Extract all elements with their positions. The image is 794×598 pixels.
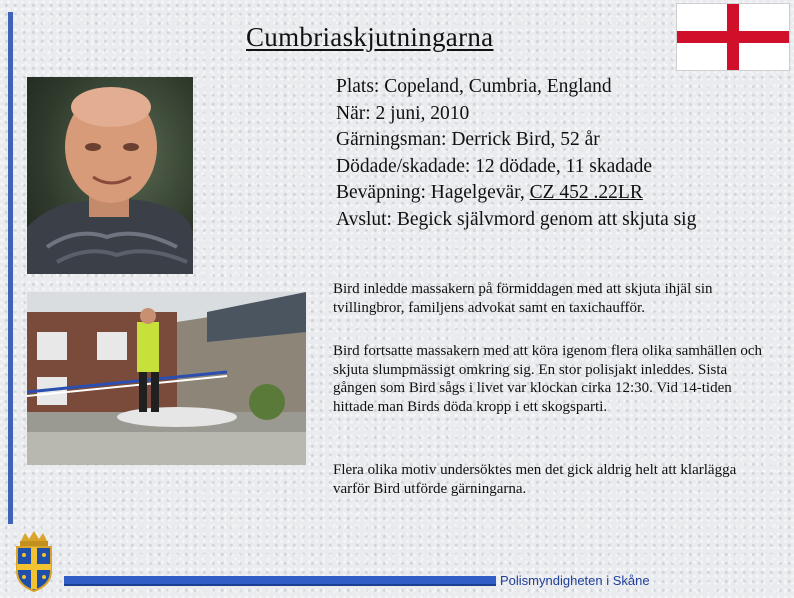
fact-perpetrator: Gärningsman: Derrick Bird, 52 år [336, 129, 600, 150]
footer-bar [64, 576, 496, 584]
fact-when: När: 2 juni, 2010 [336, 102, 470, 124]
left-accent-bar [8, 12, 13, 524]
footer-organization: Polismyndigheten i Skåne [500, 573, 650, 588]
weapons-prefix: Beväpning: Hagelgevär, [336, 182, 530, 203]
crime-scene-photo [27, 292, 306, 465]
weapon-link[interactable]: CZ 452 .22LR [529, 182, 643, 203]
paragraph-2: Bird fortsatte massakern med att köra igenom flera olika samhällen och skjuta slumpmässigt omkring sig. En stor polisjakt inleddes. Sista gången som Bird sågs i livet var klockan cirka 12:30. Vid 14-tiden hittade man Birds döda kropp i ett skogsparti. [333, 343, 763, 415]
swedish-police-crest-icon [11, 531, 57, 593]
footer-bar-line [64, 584, 496, 586]
slide-title: Cumbriaskjutningarna [246, 22, 494, 52]
perpetrator-photo [27, 77, 193, 274]
fact-place: Plats: Copeland, Cumbria, England [336, 76, 612, 97]
england-flag-icon [676, 3, 790, 71]
paragraph-3: Flera olika motiv undersöktes men det gick aldrig helt att klarlägga varför Bird utförde gärningarna. [333, 462, 737, 497]
fact-casualties: Dödade/skadade: 12 dödade, 11 skadade [336, 155, 653, 177]
fact-weapons [336, 180, 696, 207]
paragraph-1: Bird inledde massakern på förmiddagen med att skjuta ihjäl sin tvillingbror, familjens advokat samt en taxichaufför. [333, 281, 713, 316]
facts-list [336, 74, 696, 233]
fact-ending: Avslut: Begick självmord genom att skjuta sig [336, 208, 697, 230]
